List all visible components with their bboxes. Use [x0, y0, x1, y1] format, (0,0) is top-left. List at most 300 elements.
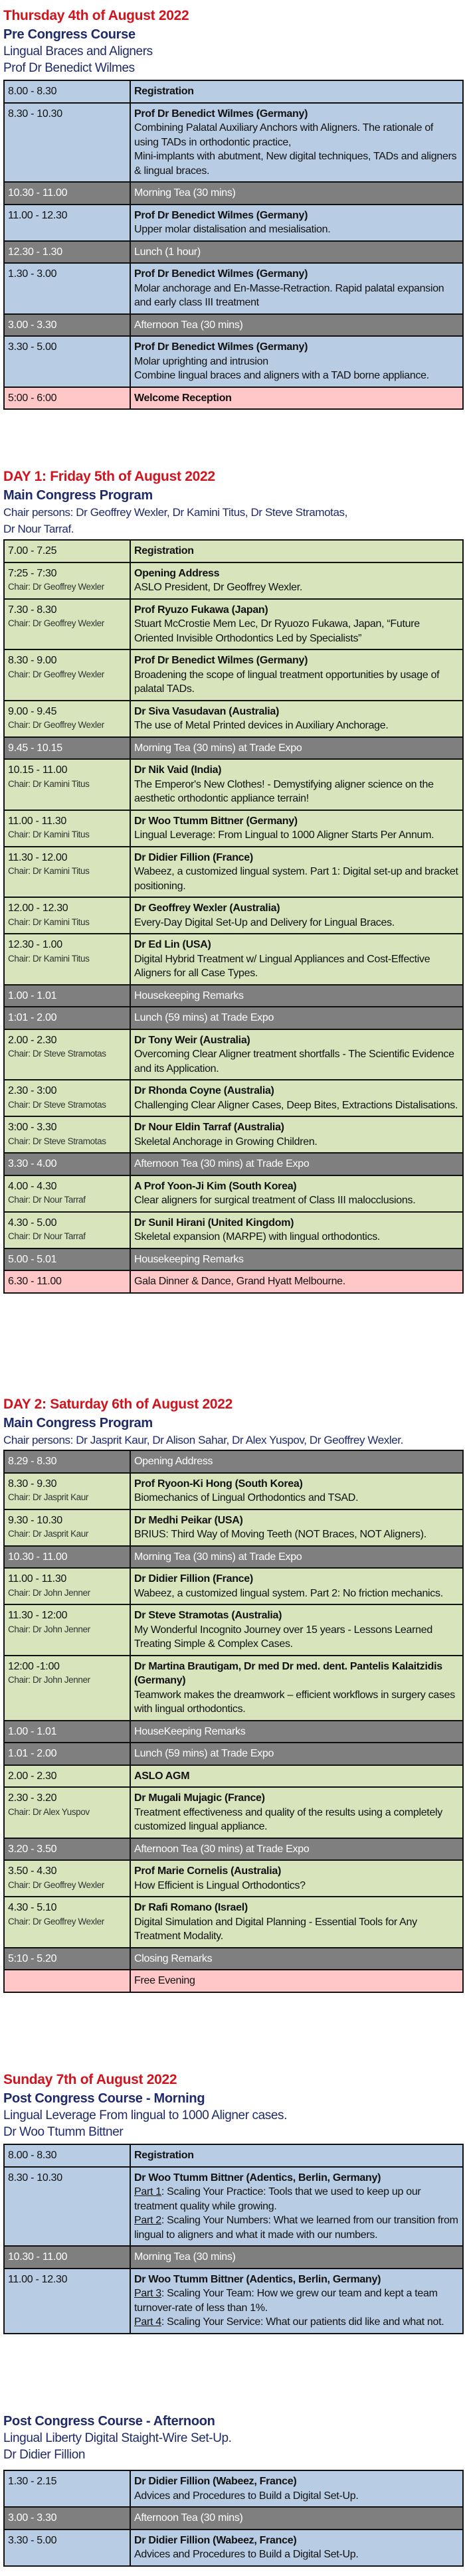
section-subtitle-line: Dr Woo Ttumm Bittner	[3, 2125, 124, 2139]
time-cell	[4, 1721, 130, 1743]
schedule-row-session	[4, 540, 463, 562]
schedule-row-break	[4, 182, 463, 205]
session-description: Biomechanics of Lingual Orthodontics and TSAD.	[134, 1492, 359, 1503]
time-cell	[4, 1765, 130, 1788]
session-text: Lunch (1 hour)	[134, 246, 201, 258]
details-cell	[130, 1450, 463, 1473]
schedule-row-break	[4, 1948, 463, 1970]
section-heading: Pre Congress Course	[3, 27, 136, 42]
details-cell	[130, 759, 463, 810]
time-label: 2.30 - 3:00	[8, 1085, 57, 1096]
details-cell	[130, 649, 463, 701]
time-label: 8.30 - 10.30	[8, 2172, 62, 2184]
part-text: : Scaling Your Team: How we grew our team and kept a team turnover-rate of less than 1%.	[134, 2288, 438, 2314]
time-label: 2.00 - 2.30	[8, 1034, 57, 1046]
section-date: DAY 1: Friday 5th of August 2022	[3, 469, 215, 484]
session-title: Dr Mugali Mujagic (France)	[134, 1792, 265, 1804]
schedule-row-session	[4, 1509, 463, 1546]
section-heading: Post Congress Course - Afternoon	[3, 2414, 215, 2429]
session-title: Registration	[134, 86, 194, 97]
session-text: Lunch (59 mins) at Trade Expo	[134, 1748, 274, 1759]
time-label: 3.20 - 3.50	[8, 1843, 57, 1855]
time-cell	[4, 2144, 130, 2167]
schedule-table	[3, 80, 464, 410]
session-description: Skeletal Anchorage in Growing Children.	[134, 1136, 318, 1148]
schedule-row-session	[4, 336, 463, 387]
time-cell	[4, 1029, 130, 1080]
chair-label: Chair: Dr Kamini Titus	[8, 953, 90, 964]
details-cell	[130, 1029, 463, 1080]
details-cell	[130, 1897, 463, 1948]
schedule-row-break	[4, 1248, 463, 1271]
session-title: Prof Dr Benedict Wilmes (Germany)	[134, 209, 308, 221]
schedule-row-session	[4, 1029, 463, 1080]
details-cell	[130, 1765, 463, 1788]
time-label: 3.00 - 3.30	[8, 319, 57, 331]
time-cell	[4, 1546, 130, 1569]
time-label: 11.00 - 12.30	[8, 209, 68, 221]
chair-persons-line: Dr Nour Tarraf.	[3, 523, 74, 535]
part-label: Part 3	[134, 2288, 161, 2299]
time-cell	[4, 540, 130, 562]
schedule-table	[3, 2144, 464, 2334]
session-title: Dr Nik Vaid (India)	[134, 764, 222, 776]
session-text: Gala Dinner & Dance, Grand Hyatt Melbourne.	[134, 1276, 345, 1287]
section-subtitle-line: Lingual Braces and Aligners	[3, 44, 153, 58]
part-text: : Scaling Your Practice: Tools that we used to keep up our treatment quality while growing.	[134, 2186, 421, 2212]
session-title: Dr Steve Stramotas (Australia)	[134, 1610, 282, 1621]
chair-label: Chair: Dr Alex Yuspov	[8, 1806, 90, 1817]
session-description: Stuart McCrostie Mem Lec, Dr Ryuozo Fukawa, Japan, “Future Oriented Invisible Orthodontics Led by Specialists”	[134, 618, 420, 644]
details-cell	[130, 2144, 463, 2167]
session-text: Morning Tea (30 mins)	[134, 187, 236, 199]
time-cell	[4, 1248, 130, 1271]
details-cell	[130, 314, 463, 337]
chair-label: Chair: Dr John Jenner	[8, 1675, 90, 1685]
details-cell	[130, 1153, 463, 1175]
section-post-morning	[3, 2069, 464, 2334]
time-cell	[4, 810, 130, 847]
session-title: Prof Dr Benedict Wilmes (Germany)	[134, 341, 308, 353]
session-description: Challenging Clear Aligner Cases, Deep Bites, Extractions Distalisations.	[134, 1099, 458, 1111]
details-cell	[130, 1743, 463, 1765]
session-description: My Wonderful Incognito Journey over 15 years - Lessons Learned Treating Simple & Complex Cases.	[134, 1624, 432, 1650]
session-description: Combine lingual braces and aligners with a TAD borne appliance.	[134, 370, 429, 381]
time-label: 10.30 - 11.00	[8, 2251, 68, 2263]
session-title: Dr Tony Weir (Australia)	[134, 1034, 250, 1046]
session-part	[134, 2213, 459, 2242]
session-title: Dr Didier Fillion (Wabeez, France)	[134, 2534, 297, 2546]
details-cell	[130, 2269, 463, 2334]
session-text: Afternoon Tea (30 mins) at Trade Expo	[134, 1158, 310, 1169]
time-cell	[4, 1970, 130, 1992]
schedule-row-session	[4, 1080, 463, 1116]
time-cell	[4, 1604, 130, 1656]
schedule-table	[3, 2470, 464, 2567]
schedule-row-session	[4, 1604, 463, 1656]
session-text: Afternoon Tea (30 mins) at Trade Expo	[134, 1843, 310, 1855]
schedule-row-session	[4, 2470, 463, 2507]
schedule-row-break	[4, 314, 463, 337]
details-cell	[130, 737, 463, 760]
chair-label: Chair: Dr Geoffrey Wexler	[8, 1879, 104, 1890]
details-cell	[130, 2507, 463, 2530]
details-cell	[130, 336, 463, 387]
session-title: Dr Ed Lin (USA)	[134, 939, 211, 950]
schedule-table	[3, 1450, 464, 1993]
session-title: Dr Didier Fillion (France)	[134, 1573, 253, 1585]
details-cell	[130, 847, 463, 898]
details-cell	[130, 934, 463, 985]
chair-label: Chair: Dr Nour Tarraf	[8, 1195, 86, 1205]
session-text: Afternoon Tea (30 mins)	[134, 2512, 243, 2524]
session-text: Lunch (59 mins) at Trade Expo	[134, 1012, 274, 1023]
schedule-row-session	[4, 701, 463, 737]
details-cell	[130, 1080, 463, 1116]
time-cell	[4, 1948, 130, 1970]
chair-label: Chair: Dr Geoffrey Wexler	[8, 618, 104, 628]
time-cell	[4, 241, 130, 264]
session-text: Morning Tea (30 mins) at Trade Expo	[134, 742, 302, 754]
time-label: 3.50 - 4.30	[8, 1865, 57, 1877]
session-title: Prof Dr Benedict Wilmes (Germany)	[134, 268, 308, 280]
details-cell	[130, 1860, 463, 1897]
time-label: 10.30 - 11.00	[8, 187, 68, 199]
time-cell	[4, 1116, 130, 1153]
schedule-row-session	[4, 2530, 463, 2566]
time-cell	[4, 1473, 130, 1509]
section-date: DAY 2: Saturday 6th of August 2022	[3, 1397, 232, 1412]
session-title: Prof Ryoon-Ki Hong (South Korea)	[134, 1478, 303, 1490]
time-cell	[4, 2246, 130, 2269]
details-cell	[130, 562, 463, 599]
part-text: : Scaling Your Service: What our patients did like and what not.	[161, 2316, 444, 2328]
schedule-row-session	[4, 1765, 463, 1788]
details-cell	[130, 2246, 463, 2269]
time-cell	[4, 205, 130, 241]
chair-label: Chair: Dr Steve Stramotas	[8, 1136, 106, 1146]
time-cell	[4, 897, 130, 934]
time-label: 8.00 - 8.30	[8, 2150, 57, 2161]
time-cell	[4, 649, 130, 701]
time-cell	[4, 2470, 130, 2507]
time-label: 2.30 - 3.20	[8, 1792, 57, 1804]
details-cell	[130, 1787, 463, 1838]
time-label: 1.30 - 3.00	[8, 268, 57, 280]
chair-label: Chair: Dr Steve Stramotas	[8, 1049, 106, 1059]
schedule-row-session	[4, 599, 463, 650]
details-cell	[130, 1248, 463, 1271]
time-cell	[4, 1007, 130, 1029]
chair-label: Chair: Dr Nour Tarraf	[8, 1231, 86, 1241]
section-heading: Post Congress Course - Morning	[3, 2091, 205, 2106]
session-title: Dr Didier Fillion (Wabeez, France)	[134, 2476, 297, 2487]
session-title: Dr Rafi Romano (Israel)	[134, 1902, 248, 1913]
session-text: Afternoon Tea (30 mins)	[134, 319, 243, 331]
time-label: 1.01 - 2.00	[8, 1748, 57, 1759]
time-label: 7.30 - 8.30	[8, 604, 57, 616]
time-cell	[4, 1897, 130, 1948]
details-cell	[130, 1568, 463, 1604]
time-cell	[4, 80, 130, 103]
time-label: 1.30 - 2.15	[8, 2476, 57, 2487]
session-title: Registration	[134, 2150, 194, 2161]
session-part	[134, 2185, 459, 2213]
time-cell	[4, 847, 130, 898]
session-title: Prof Ryuzo Fukawa (Japan)	[134, 604, 268, 616]
session-title: Registration	[134, 545, 194, 557]
session-title: Dr Medhi Peikar (USA)	[134, 1514, 243, 1526]
chair-label: Chair: Dr Geoffrey Wexler	[8, 669, 104, 679]
time-cell	[4, 336, 130, 387]
session-description: ASLO President, Dr Geoffrey Wexler.	[134, 582, 303, 593]
time-cell	[4, 985, 130, 1007]
schedule-row-session	[4, 1116, 463, 1153]
time-label: 1.00 - 1.01	[8, 1725, 57, 1737]
time-cell	[4, 1509, 130, 1546]
time-cell	[4, 1175, 130, 1212]
session-description: Digital Hybrid Treatment w/ Lingual Appliances and Cost-Effective Aligners for all Case Types.	[134, 953, 430, 979]
session-title: Dr Woo Ttumm Bittner (Adentics, Berlin, Germany)	[134, 2172, 381, 2184]
schedule-row-session	[4, 263, 463, 314]
time-label: 11.30 - 12.00	[8, 851, 68, 863]
session-title: Dr Didier Fillion (France)	[134, 851, 253, 863]
session-title: Dr Geoffrey Wexler (Australia)	[134, 902, 280, 914]
session-description: The use of Metal Printed devices in Auxiliary Anchorage.	[134, 720, 389, 731]
time-label: 7:25 - 7:30	[8, 567, 57, 579]
time-cell	[4, 599, 130, 650]
details-cell	[130, 2167, 463, 2247]
section-pre-congress	[3, 5, 464, 410]
time-label: 8.30 - 9.00	[8, 655, 57, 666]
time-label: 5:10 - 5.20	[8, 1952, 57, 1964]
session-title: A Prof Yoon-Ji Kim (South Korea)	[134, 1180, 297, 1192]
schedule-row-session	[4, 934, 463, 985]
session-text: Closing Remarks	[134, 1952, 213, 1964]
time-label: 8.00 - 8.30	[8, 86, 57, 97]
session-text: Opening Address	[134, 1456, 213, 1467]
time-label: 5:00 - 6:00	[8, 392, 57, 404]
time-label: 3:00 - 3.30	[8, 1122, 57, 1133]
session-description: Clear aligners for surgical treatment of Class III malocclusions.	[134, 1195, 416, 1206]
session-title: Dr Sunil Hirani (United Kingdom)	[134, 1217, 294, 1229]
chair-label: Chair: Dr Geoffrey Wexler	[8, 1916, 104, 1927]
time-cell	[4, 1080, 130, 1116]
schedule-row-session	[4, 649, 463, 701]
time-cell	[4, 103, 130, 183]
time-cell	[4, 2530, 130, 2566]
schedule-row-session	[4, 2167, 463, 2247]
session-description: Combining Palatal Auxiliary Anchors with Aligners. The rationale of using TADs in orthodontic practice,	[134, 122, 434, 148]
session-title: Dr Woo Ttumm Bittner (Germany)	[134, 815, 298, 827]
session-text: HouseKeeping Remarks	[134, 1725, 246, 1737]
details-cell	[130, 1970, 463, 1992]
time-label: 1.00 - 1.01	[8, 989, 57, 1001]
chair-label: Chair: Dr Jasprit Kaur	[8, 1492, 88, 1502]
schedule-row-session	[4, 897, 463, 934]
session-part	[134, 2286, 459, 2315]
session-description: Every-Day Digital Set-Up and Delivery for Lingual Braces.	[134, 916, 395, 928]
details-cell	[130, 205, 463, 241]
details-cell	[130, 1656, 463, 1721]
schedule-row-session	[4, 1860, 463, 1897]
details-cell	[130, 1212, 463, 1248]
session-description: Wabeez, a customized lingual system. Part 2: No friction mechanics.	[134, 1587, 443, 1599]
schedule-row-session	[4, 80, 463, 103]
time-cell	[4, 1656, 130, 1721]
details-cell	[130, 1509, 463, 1546]
schedule-row-session	[4, 759, 463, 810]
session-description: The Emperor's New Clothes! - Demystifying aligner science on the aesthetic orthodontic appliance terrain!	[134, 778, 434, 804]
session-text: Housekeeping Remarks	[134, 1253, 244, 1265]
details-cell	[130, 1116, 463, 1153]
section-subtitle-line: Dr Didier Fillion	[3, 2448, 86, 2462]
schedule-row-break	[4, 985, 463, 1007]
schedule-row-session	[4, 2269, 463, 2334]
session-description: Treatment effectiveness and quality of the results using a completely customized lingual appliance.	[134, 1806, 443, 1832]
details-cell	[130, 1721, 463, 1743]
chair-persons-line: Chair persons: Dr Geoffrey Wexler, Dr Kamini Titus, Dr Steve Stramotas,	[3, 506, 347, 519]
session-description: Skeletal expansion (MARPE) with lingual orthodontics.	[134, 1231, 381, 1243]
schedule-row-break	[4, 737, 463, 760]
schedule-row-session	[4, 847, 463, 898]
session-title: Prof Marie Cornelis (Australia)	[134, 1865, 281, 1877]
schedule-row-session	[4, 2144, 463, 2167]
section-subtitle-line: Prof Dr Benedict Wilmes	[3, 61, 135, 75]
session-description: Mini-implants with abutment, New digital techniques, TADs and aligners & lingual braces.	[134, 151, 457, 177]
details-cell	[130, 701, 463, 737]
time-label: 10.15 - 11.00	[8, 764, 68, 776]
details-cell	[130, 540, 463, 562]
session-text: Housekeeping Remarks	[134, 989, 244, 1001]
session-description: Advices and Procedures to Build a Digital Set-Up.	[134, 2490, 359, 2502]
time-label: 3.30 - 5.00	[8, 2534, 57, 2546]
schedule-row-break	[4, 1153, 463, 1175]
section-heading: Main Congress Program	[3, 1416, 153, 1430]
time-cell	[4, 1860, 130, 1897]
details-cell	[130, 897, 463, 934]
time-cell	[4, 182, 130, 205]
schedule-row-session	[4, 1212, 463, 1248]
details-cell	[130, 1948, 463, 1970]
session-title: Prof Dr Benedict Wilmes (Germany)	[134, 655, 308, 666]
schedule-row-session	[4, 1656, 463, 1721]
section-date: Thursday 4th of August 2022	[3, 8, 189, 23]
chair-label: Chair: Dr Jasprit Kaur	[8, 1529, 88, 1539]
time-label: 12:00 -1:00	[8, 1660, 60, 1672]
time-cell	[4, 263, 130, 314]
time-cell	[4, 1568, 130, 1604]
time-cell	[4, 1270, 130, 1293]
schedule-row-break	[4, 241, 463, 264]
schedule-row-session	[4, 1787, 463, 1838]
schedule-row-break	[4, 2507, 463, 2530]
time-label: 4.30 - 5.00	[8, 1217, 57, 1229]
time-label: 6.30 - 11.00	[8, 1276, 62, 1287]
section-subtitle-line: Lingual Liberty Digital Staight-Wire Set-Up.	[3, 2431, 232, 2445]
session-description: Lingual Leverage: From Lingual to 1000 Aligner Starts Per Annum.	[134, 829, 434, 841]
details-cell	[130, 2530, 463, 2566]
time-label: 7.00 - 7.25	[8, 545, 57, 557]
details-cell	[130, 1838, 463, 1861]
time-label: 11.00 - 11.30	[8, 815, 67, 827]
session-title: Dr Siva Vasudavan (Australia)	[134, 705, 280, 717]
time-cell	[4, 701, 130, 737]
details-cell	[130, 2470, 463, 2507]
time-label: 11.00 - 11.30	[8, 1573, 67, 1585]
time-cell	[4, 1212, 130, 1248]
session-description: Wabeez, a customized lingual system. Part 1: Digital set-up and bracket positioning.	[134, 866, 458, 892]
details-cell	[130, 1604, 463, 1656]
section-day-1	[3, 466, 464, 1294]
chair-label: Chair: Dr John Jenner	[8, 1587, 90, 1598]
time-label: 12.00 - 12.30	[8, 902, 68, 914]
time-cell	[4, 2167, 130, 2247]
time-label: 2.00 - 2.30	[8, 1770, 57, 1782]
details-cell	[130, 103, 463, 183]
time-label: 3.30 - 4.00	[8, 1158, 57, 1169]
session-description: Molar anchorage and En-Masse-Retraction. Rapid palatal expansion and early class III treatment	[134, 282, 444, 308]
part-label: Part 2	[134, 2215, 161, 2226]
time-label: 8.30 - 9.30	[8, 1478, 57, 1490]
part-label: Part 1	[134, 2186, 161, 2197]
session-title: Opening Address	[134, 567, 220, 579]
time-label: 9.45 - 10.15	[8, 742, 62, 754]
session-title: Prof Dr Benedict Wilmes (Germany)	[134, 108, 308, 120]
details-cell	[130, 1175, 463, 1212]
time-label: 3.30 - 5.00	[8, 341, 57, 353]
schedule-row-session	[4, 1473, 463, 1509]
details-cell	[130, 263, 463, 314]
chair-label: Chair: Dr Kamini Titus	[8, 778, 90, 789]
session-description: Upper molar distalisation and mesialisation.	[134, 224, 331, 235]
details-cell	[130, 599, 463, 650]
details-cell	[130, 1270, 463, 1293]
schedule-table	[3, 539, 464, 1294]
time-label: 10.30 - 11.00	[8, 1551, 68, 1563]
time-cell	[4, 934, 130, 985]
schedule-row-break	[4, 2246, 463, 2269]
time-cell	[4, 387, 130, 410]
schedule-row-break	[4, 1007, 463, 1029]
time-label: 5.00 - 5.01	[8, 1253, 57, 1265]
session-text: Morning Tea (30 mins) at Trade Expo	[134, 1551, 302, 1563]
section-day-2	[3, 1394, 464, 1993]
schedule-row-session	[4, 1568, 463, 1604]
details-cell	[130, 810, 463, 847]
section-post-afternoon	[3, 2413, 464, 2567]
schedule-row-social	[4, 1970, 463, 1992]
chair-label: Chair: Dr Steve Stramotas	[8, 1099, 106, 1110]
time-label: 9.00 - 9.45	[8, 705, 57, 717]
time-cell	[4, 314, 130, 337]
session-description: Broadening the scope of lingual treatment opportunities by usage of palatal TADs.	[134, 669, 440, 695]
schedule-row-break	[4, 1721, 463, 1743]
time-cell	[4, 1450, 130, 1473]
session-text: Free Evening	[134, 1975, 195, 1986]
section-subtitle-line: Lingual Leverage From lingual to 1000 Aligner cases.	[3, 2108, 288, 2122]
part-label: Part 4	[134, 2316, 161, 2328]
time-label: 1:01 - 2.00	[8, 1012, 57, 1023]
session-description: Overcoming Clear Aligner treatment shortfalls - The Scientific Evidence and its Application.	[134, 1049, 454, 1074]
details-cell	[130, 182, 463, 205]
time-cell	[4, 759, 130, 810]
time-cell	[4, 1153, 130, 1175]
details-cell	[130, 387, 463, 410]
time-cell	[4, 1787, 130, 1838]
schedule-row-session	[4, 562, 463, 599]
chair-label: Chair: Dr Geoffrey Wexler	[8, 720, 104, 730]
